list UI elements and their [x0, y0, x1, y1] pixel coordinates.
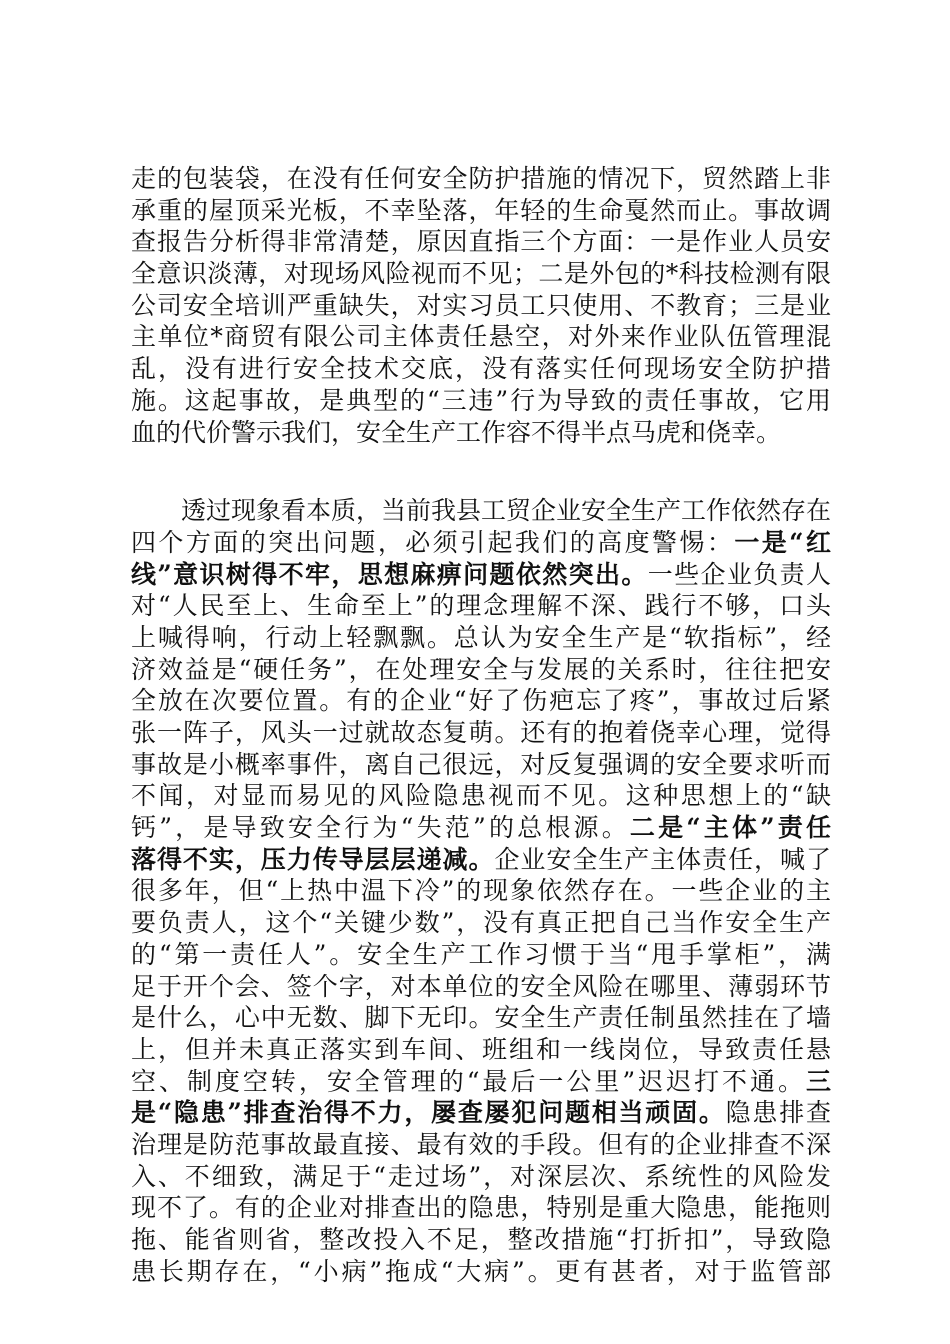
text-run: 四个方面的突出问题，必须引起我们的高度警惕： — [131, 527, 735, 557]
text-run: 钙”，是导致安全行为“失范”的总根源。 — [131, 813, 630, 843]
text-line — [131, 812, 831, 844]
text-line: 公司安全培训严重缺失，对实习员工只使用、不教育；三是业 — [131, 290, 831, 320]
text-line: 乱，没有进行安全技术交底，没有落实任何现场安全防护措 — [131, 354, 831, 384]
heading-point-1: 一是“红 — [734, 527, 831, 557]
text-line: 足于开个会、签个字，对本单位的安全风险在哪里、薄弱环节 — [131, 971, 831, 1001]
text-line: 张一阵子，风头一过就故态复萌。还有的抱着侥幸心理，觉得 — [131, 718, 831, 747]
text-line: 全意识淡薄，对现场风险视而不见；二是外包的*科技检测有限 — [131, 259, 831, 289]
text-line: 上，但并未真正落实到车间、班组和一线岗位，导致责任悬 — [131, 1034, 831, 1064]
text-line: 事故是小概率事件，离自己很远，对反复强调的安全要求听而 — [131, 749, 831, 779]
paragraph-spacer — [131, 448, 831, 495]
text-line: 治理是防范事故最直接、最有效的手段。但有的企业排查不深 — [131, 1129, 831, 1159]
text-line: 不闻，对显而易见的风险隐患视而不见。这种思想上的“缺 — [131, 781, 831, 811]
text-line: 很多年，但“上热中温下冷”的现象依然存在。一些企业的主 — [131, 876, 831, 906]
text-run: 隐患排查 — [725, 1098, 831, 1128]
text-line: 要负责人，这个“关键少数”，没有真正把自己当作安全生产 — [131, 908, 831, 938]
text-line: 入、不细致，满足于“走过场”，对深层次、系统性的风险发 — [131, 1161, 831, 1191]
text-line: 的“第一责任人”。安全生产工作习惯于当“甩手掌柜”，满 — [131, 939, 831, 969]
text-line — [131, 1066, 831, 1098]
heading-point-2: 二是“主体”责任 — [629, 813, 831, 843]
text-line: 血的代价警示我们，安全生产工作容不得半点马虎和侥幸。 — [131, 417, 782, 447]
text-line: 对“人民至上、生命至上”的理念理解不深、践行不够，口头 — [131, 591, 831, 621]
text-line: 济效益是“硬任务”，在处理安全与发展的关系时，往往把安 — [131, 654, 831, 684]
text-line: 是什么，心中无数、脚下无印。安全生产责任制虽然挂在了墙 — [131, 1003, 831, 1033]
text-line: 上喊得响，行动上轻飘飘。总认为安全生产是“软指标”，经 — [131, 622, 831, 652]
text-line: 施。这起事故，是典型的“三违”行为导致的责任事故，它用 — [131, 385, 831, 415]
text-line — [131, 844, 831, 876]
text-line — [131, 1097, 831, 1129]
document-body — [131, 163, 831, 1287]
text-line: 透过现象看本质，当前我县工贸企业安全生产工作依然存在 — [181, 496, 832, 526]
text-line — [131, 559, 831, 591]
heading-point-1: 线”意识树得不牢，思想麻痹问题依然突出。 — [131, 559, 648, 589]
text-line — [131, 527, 831, 559]
text-line: 患长期存在，“小病”拖成“大病”。更有甚者，对于监管部 — [131, 1256, 831, 1286]
text-run: 企业安全生产主体责任，喊了 — [494, 844, 831, 874]
text-line: 走的包装袋，在没有任何安全防护措施的情况下，贸然踏上非 — [131, 164, 831, 193]
text-line: 拖、能省则省，整改投入不足，整改措施“打折扣”，导致隐 — [131, 1225, 831, 1254]
heading-point-2: 落得不实，压力传导层层递减。 — [131, 844, 495, 874]
text-line: 现不了。有的企业对排查出的隐患，特别是重大隐患，能拖则 — [131, 1193, 831, 1223]
text-line: 主单位*商贸有限公司主体责任悬空，对外来作业队伍管理混 — [131, 322, 831, 352]
text-line: 全放在次要位置。有的企业“好了伤疤忘了疼”，事故过后紧 — [131, 686, 831, 716]
text-run: 一些企业负责人 — [647, 559, 831, 589]
paragraph-accident-analysis — [131, 163, 831, 448]
heading-point-3: 三 — [805, 1066, 831, 1096]
text-run: 空、制度空转，安全管理的“最后一公里”迟迟打不通。 — [131, 1066, 806, 1096]
text-line: 承重的屋顶采光板，不幸坠落，年轻的生命戛然而止。事故调 — [131, 195, 831, 225]
paragraph-problems — [131, 495, 831, 1287]
heading-point-3: 是“隐患”排查治得不力，屡查屡犯问题相当顽固。 — [131, 1098, 726, 1128]
text-line: 查报告分析得非常清楚，原因直指三个方面：一是作业人员安 — [131, 227, 831, 257]
